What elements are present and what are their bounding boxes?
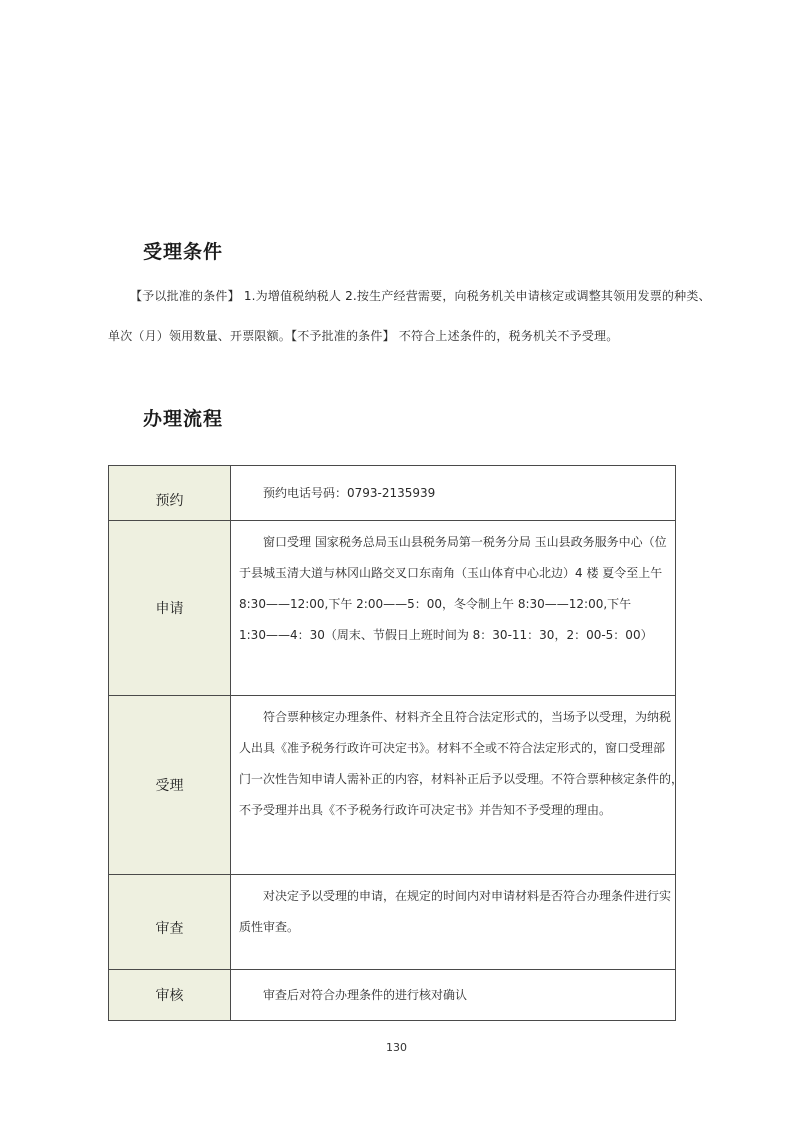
- row-content-cell: [231, 466, 676, 521]
- table-row: [109, 875, 676, 970]
- content-line: 人出具《准予税务行政许可决定书》。材料不全或不符合法定形式的，窗口受理部: [239, 741, 666, 755]
- content-line: 符合票种核定办理条件、材料齐全且符合法定形式的，当场予以受理，为纳税: [263, 710, 672, 724]
- process-table: [108, 465, 684, 1021]
- content-line: 质性审查。: [239, 920, 300, 934]
- section-heading-conditions: 受理条件: [143, 241, 224, 263]
- row-label-cell: [109, 970, 231, 1021]
- row-label: 审核: [155, 988, 184, 1004]
- conditions-line-2: 单次（月）领用数量、开票限额。【不予批准的条件】 不符合上述条件的，税务机关不予受理。: [108, 329, 619, 343]
- content-line: 不予受理并出具《不予税务行政许可决定书》并告知不予受理的理由。: [239, 803, 612, 817]
- content-line: 门一次性告知申请人需补正的内容，材料补正后予以受理。不符合票种核定条件的，: [239, 772, 684, 786]
- row-label: 申请: [155, 601, 184, 617]
- table-row: [109, 521, 676, 696]
- row-content-cell: [231, 875, 676, 970]
- row-label: 预约: [155, 493, 184, 509]
- row-label: 受理: [155, 778, 184, 794]
- page-number: 130: [386, 1041, 407, 1054]
- table-row: [109, 466, 676, 521]
- content-line: 预约电话号码：0793-2135939: [263, 485, 436, 500]
- table-row: [109, 696, 676, 875]
- row-label-cell: [109, 875, 231, 970]
- content-line: 窗口受理 国家税务总局玉山县税务局第一税务分局 玉山县政务服务中心（位: [263, 535, 667, 549]
- table-row: [109, 970, 676, 1021]
- conditions-line-1: 【予以批准的条件】 1.为增值税纳税人 2.按生产经营需要，向税务机关申请核定或调整其领用发票的种类、: [130, 289, 711, 303]
- content-line: 审查后对符合办理条件的进行核对确认: [263, 987, 468, 1002]
- row-label-cell: [109, 696, 231, 875]
- content-line: 对决定予以受理的申请，在规定的时间内对申请材料是否符合办理条件进行实: [263, 889, 672, 903]
- row-content-cell: [231, 970, 676, 1021]
- content-line: 8:30——12:00,下午 2:00——5：00，冬令制上午 8:30——12:00,下午: [239, 597, 632, 611]
- section-heading-process: 办理流程: [143, 408, 224, 430]
- row-content-cell: [231, 696, 684, 875]
- row-label-cell: [109, 466, 231, 521]
- row-label: 审查: [155, 921, 184, 937]
- row-content-cell: [231, 521, 676, 696]
- row-label-cell: [109, 521, 231, 696]
- content-line: 1:30——4：30（周末、节假日上班时间为 8：30-11：30，2：00-5：00）: [239, 628, 653, 642]
- content-line: 于县城玉清大道与林冈山路交叉口东南角（玉山体育中心北边）4 楼 夏令至上午: [239, 566, 663, 580]
